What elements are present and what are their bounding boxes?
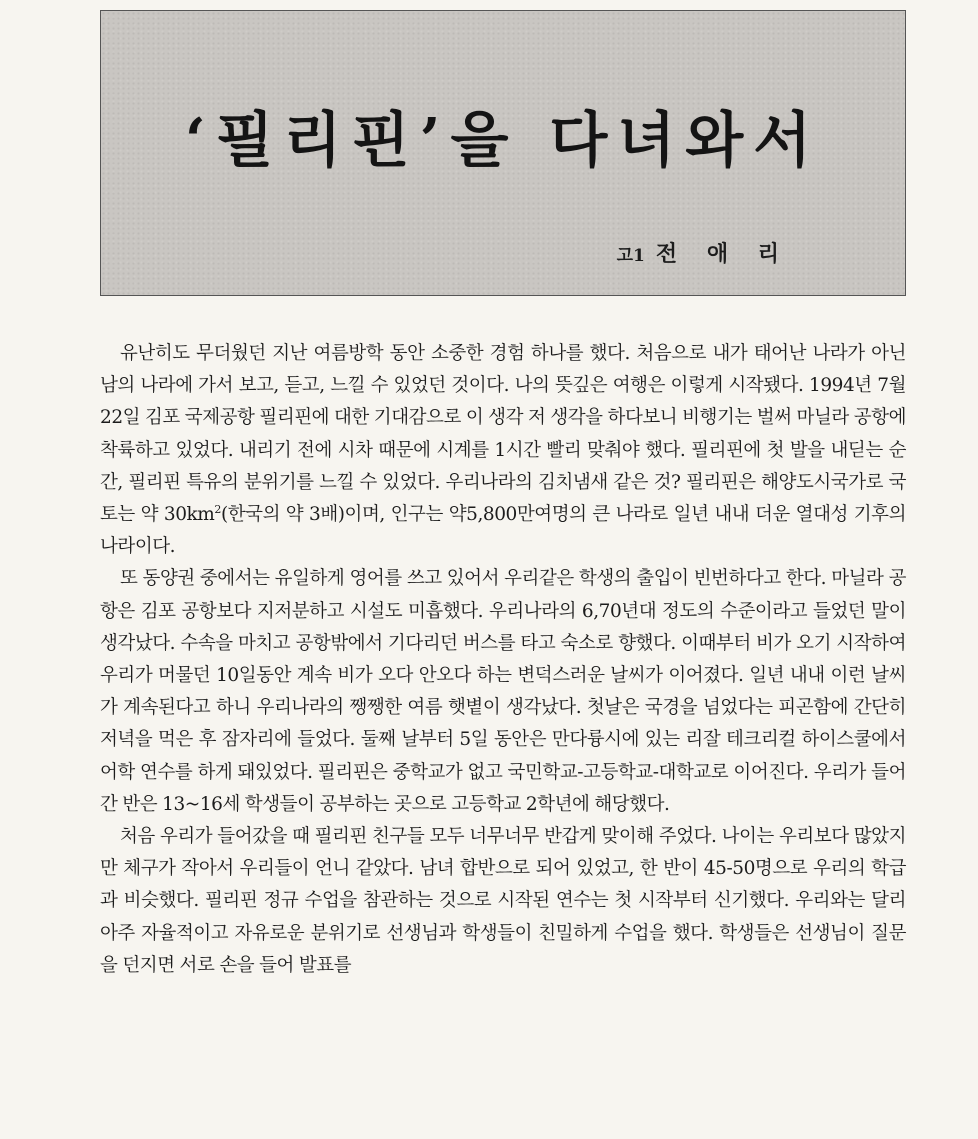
article-body: [100, 338, 906, 982]
paragraph-1-text-cont: (한국의 약 3배)이며, 인구는 약5,800만여명의 큰 나라로 일년 내내 더운 열대성 기후의 나라이다.: [100, 504, 906, 558]
paragraph-3: 처음 우리가 들어갔을 때 필리핀 친구들 모두 너무너무 반갑게 맞이해 주었다. 나이는 우리보다 많았지만 체구가 작아서 우리들이 언니 같았다. 남녀 합반으로 되어 있었고, 한 반이 45-50명으로 우리의 학급과 비슷했다. 필리핀 정규 수업을 참관하는 것으로 시작된 연수는 첫 시작부터 신기했다. 우리와는 달리 아주 자율적이고 자유로운 분위기로 선생님과 학생들이 친밀하게 수업을 했다. 학생들은 선생님이 질문을 던지면 서로 손을 들어 발표를: [100, 826, 906, 976]
article-title: ‘필리핀’을 다녀와서: [184, 106, 822, 176]
paragraph-1-text: 유난히도 무더웠던 지난 여름방학 동안 소중한 경험 하나를 했다. 처음으로 내가 태어난 나라가 아닌 남의 나라에 가서 보고, 듣고, 느낄 수 있었던 것이다. 나의 뜻깊은 여행은 이렇게 시작됐다. 1994년 7월 22일 김포 국제공항 필리핀에 대한 기대감으로 이 생각 저 생각을 하다보니 비행기는 벌써 마닐라 공항에 착륙하고 있었다. 내리기 전에 시차 때문에 시계를 1시간 빨리 맞춰야 했다. 필리핀에 첫 발을 내딛는 순간, 필리핀 특유의 분위기를 느낄 수 있었다. 우리나라의 김치냄새 같은 것? 필리핀은 해양도시국가로 국토는 약 30km: [100, 343, 906, 526]
title-box: [100, 10, 906, 296]
paragraph-1: [100, 338, 906, 563]
byline: [617, 237, 790, 268]
author-grade: 고1: [616, 246, 645, 266]
paragraph-2: 또 동양권 중에서는 유일하게 영어를 쓰고 있어서 우리같은 학생의 출입이 빈번하다고 한다. 마닐라 공항은 김포 공항보다 지저분하고 시설도 미흡했다. 우리나라의 6,70년대 정도의 수준이라고 들었던 말이 생각났다. 수속을 마치고 공항밖에서 기다리던 버스를 타고 숙소로 향했다. 이때부터 비가 오기 시작하여 우리가 머물던 10일동안 계속 비가 오다 안오다 하는 변덕스러운 날씨가 이어졌다. 일년 내내 이런 날씨가 계속된다고 하니 우리나라의 쨍쨍한 여름 햇볕이 생각났다. 첫날은 국경을 넘었다는 피곤함에 간단히 저녁을 먹은 후 잠자리에 들었다. 둘째 날부터 5일 동안은 만다륭시에 있는 리잘 테크리컬 하이스쿨에서 어학 연수를 하게 돼있었다. 필리핀은 중학교가 없고 국민학교-고등학교-대학교로 이어진다. 우리가 들어간 반은 13~16세 학생들이 공부하는 곳으로 고등학교 2학년에 해당했다.: [100, 568, 906, 815]
author-name: 전 애 리: [655, 241, 790, 267]
superscript: 2: [214, 502, 221, 516]
